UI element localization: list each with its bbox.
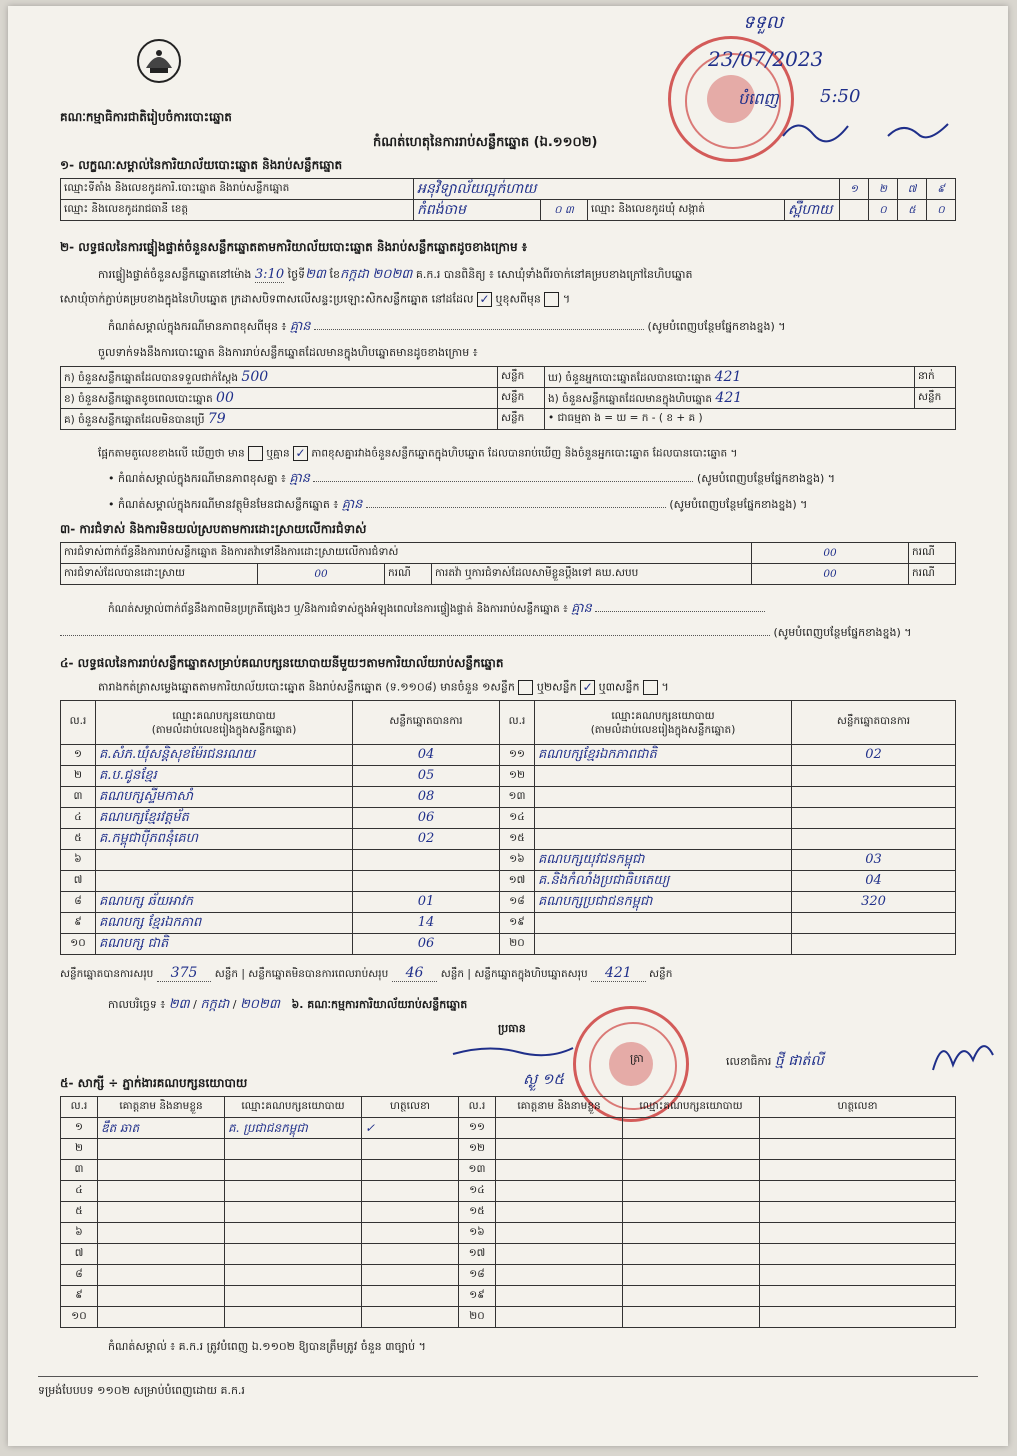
code-digit-2: ២ (869, 179, 898, 200)
witness-party (225, 1244, 362, 1265)
tally-sheet-line: តារាងកត់ត្រាសម្លេងឆ្នោតតាមការិយាល័យបោះឆ្នោត និងរាប់សន្លឹកឆ្នោត (ទ.១១០៨) មានចំនួន ១សន្លឹក ឬ២សន្លឹក ✓ ឬ៣សន្លឹក ។ (98, 680, 669, 694)
stamp-ref: ទទួល (743, 12, 783, 33)
irregularity-note-cont: (សូមបំពេញបន្ថែមផ្នែកខាងខ្នង) ។ (60, 626, 912, 640)
witness-row (61, 1139, 956, 1160)
row-number: ២ (61, 766, 96, 787)
witness-name (98, 1265, 225, 1286)
witness-name (98, 1223, 225, 1244)
witness-party: គ. ប្រជាជនកម្ពុជា (225, 1118, 362, 1139)
row-number: ៥ (61, 829, 96, 850)
seal-label: ត្រា (630, 1052, 644, 1065)
section2-title: ២- លទ្ធផលនៃការផ្ទៀងផ្ទាត់ចំនួនសន្លឹកឆ្នោតតាមការិយាល័យបោះឆ្នោត និងរាប់សន្លឹកឆ្នោតដូចខាងក្រោម ៖ (60, 240, 528, 254)
form-title: កំណត់ហេតុនៃការរាប់សន្លឹកឆ្នោត (ឯ.១១០២) (373, 135, 598, 150)
vote-count (792, 829, 956, 850)
party-name (535, 829, 792, 850)
count-intro: ចួលទាក់ទងនឹងការបោះឆ្នោត និងការរាប់សន្លឹកឆ្នោតដែលមានក្នុងហិបឆ្នោតមានដូចខាងក្រោម ៖ (98, 346, 478, 359)
witness-signature (362, 1160, 459, 1181)
party-name (535, 934, 792, 955)
result-row (61, 787, 956, 808)
row-number: ១១ (459, 1118, 496, 1139)
party-name: គ.កម្ពុជាប៉ីភពនុំគេហ (96, 829, 353, 850)
different-checkbox[interactable] (544, 292, 559, 307)
date-line: កាលបរិច្ឆេទ ៖ ២៣ / កក្កដា / ២០២៣ ៦. គណៈកម្មការការិយាល័យរាប់សន្លឹកឆ្នោត (108, 997, 468, 1012)
party-name: គណបក្សខ្មែរវត្តម័ត (96, 808, 353, 829)
witness-table: ល.រ គោត្តនាម និងនាមខ្លួន ឈ្មោះគណបក្សនយោបាយ ហត្ថលេខា ល.រ គោត្តនាម និងនាមខ្លួន ឈ្មោះគណបក្សនយោបាយ ហត្ថលេខា ១ ឌឹត ឆាត គ. ប្រជាជនកម្ពុជា ✓ ១១ ២ ១២ ៣ ១៣ ៤ ១៤ ៥ ១៥ ៦ ១៦ ៧ ១៧ ៨ ១៨ ៩ ១៩ ១០ ២០ (60, 1096, 956, 1328)
party-name: គណបក្សស្ទីមកាសាំ (96, 787, 353, 808)
witness-name (496, 1181, 623, 1202)
row-number: ២ (61, 1139, 98, 1160)
row-number: ១ (61, 745, 96, 766)
witness-signature (362, 1139, 459, 1160)
row-number: ១៣ (500, 787, 535, 808)
party-name: គ.ប.ជូនខ្មែរ (96, 766, 353, 787)
row-number: ១៧ (500, 871, 535, 892)
vote-count: 04 (792, 871, 956, 892)
vote-count (792, 787, 956, 808)
witness-party (623, 1223, 760, 1244)
witness-signature (760, 1244, 956, 1265)
verification-line: ការផ្ទៀងផ្ទាត់ចំនួនសន្លឹកឆ្នោតនៅម៉ោង 3:10 ថ្ងៃទី២៣ ខែកក្កដា ២០២៣ គ.ក.រ បានពិនិត្យ ៖ សោឃុំទាំងពីរចាក់នៅគម្របខាងក្រៅនៃហិបឆ្នោត (98, 267, 693, 282)
three-sheet-checkbox[interactable] (643, 680, 658, 695)
witness-name (496, 1286, 623, 1307)
witness-party (623, 1286, 760, 1307)
formula: • ជាធម្មតា ង = ឃ = ក - ( ខ + គ ) (545, 409, 956, 430)
witness-name (496, 1160, 623, 1181)
row-number: ៦ (61, 1223, 98, 1244)
witness-signature (760, 1160, 956, 1181)
party-name: គ.និងកំលាំងប្រជាធិបតេយ្យ (535, 871, 792, 892)
witness-signature (760, 1223, 956, 1244)
secretary-signature (928, 1030, 998, 1080)
two-sheet-checkbox[interactable]: ✓ (580, 680, 595, 695)
section5-title: ៥- សាក្សី ÷ ភ្នាក់ងារគណបក្សនយោបាយ (60, 1076, 248, 1090)
commune-digit-3: ០ (927, 200, 956, 221)
witness-name (98, 1181, 225, 1202)
row-number: ១៦ (459, 1223, 496, 1244)
result-row (61, 892, 956, 913)
code-digit-1: ១ (840, 179, 869, 200)
witness-signature (760, 1265, 956, 1286)
result-row (61, 850, 956, 871)
row-number: ១២ (459, 1139, 496, 1160)
party-name: គណបក្ស ឆ័យអាវក (96, 892, 353, 913)
witness-row (61, 1265, 956, 1286)
row-number: ១១ (500, 745, 535, 766)
witness-party (623, 1181, 760, 1202)
witness-row (61, 1181, 956, 1202)
commune-digit-2: ៥ (898, 200, 927, 221)
vote-count: 06 (353, 934, 500, 955)
result-row (61, 829, 956, 850)
chair-label: ប្រធាន (498, 1022, 526, 1035)
result-row (61, 808, 956, 829)
same-checkbox[interactable]: ✓ (477, 292, 492, 307)
vote-count: 02 (353, 829, 500, 850)
vote-count: 01 (353, 892, 500, 913)
bullet-difference: • កំណត់សម្គាល់ក្នុងករណីមានភាពខុសគ្នា ៖ គ្មាន (សូមបំពេញបន្ថែមផ្នែកខាងខ្នង) ។ (108, 471, 836, 486)
ballot-count-table: ក) ចំនួនសន្លឹកឆ្នោតដែលបានទទួលជាក់ស្តែង 500 សន្លឹក ឃ) ចំនួនអ្នកបោះឆ្នោតដែលបានបោះឆ្នោត 421 នាក់ ខ) ចំនួនសន្លឹកឆ្នោតខូចពេលបោះឆ្នោត 00 សន្លឹក ង) ចំនួនសន្លឹកឆ្នោតដែលមានក្នុងហិបឆ្នោត 421 សន្លឹក គ) ចំនួនសន្លឹកឆ្នោតដែលមិនបានប្រើ 79 សន្លឹក • ជាធម្មតា ង = ឃ = ក - ( ខ + គ ) (60, 366, 956, 430)
row-number: ៤ (61, 1181, 98, 1202)
row-number: ៣ (61, 1160, 98, 1181)
witness-row (61, 1223, 956, 1244)
witness-name (496, 1118, 623, 1139)
witness-row (61, 1286, 956, 1307)
witness-name (496, 1202, 623, 1223)
one-sheet-checkbox[interactable] (518, 680, 533, 695)
row-number: ១៩ (500, 913, 535, 934)
location-value: អនុវិទ្យាល័យល្អក់ហាយ (414, 179, 840, 200)
witness-party (225, 1181, 362, 1202)
vote-count: 05 (353, 766, 500, 787)
irregularity-note: កំណត់សម្គាល់ពាក់ព័ន្ធនឹងភាពមិនប្រក្រតីផ្សេងៗ ឬ/និងការជំទាស់ក្នុងអំឡុងពេលនៃការផ្ទៀងផ្ទាត់ និងការរាប់សន្លឹកឆ្នោត ៖ គ្មាន (108, 600, 765, 618)
no-difference-checkbox[interactable]: ✓ (293, 446, 308, 461)
witness-signature (362, 1202, 459, 1223)
objection-table: ការជំទាស់ពាក់ព័ន្ធនឹងការរាប់សន្លឹកឆ្នោត និងការតវ៉ាទៅនឹងការដោះស្រាយលើការជំទាស់ 00 ករណី ការជំទាស់ដែលបានដោះស្រាយ 00 ករណី ការតវ៉ា ឬការជំទាស់ដែលសាមីខ្លួនប្តឹងទៅ គឃ.សបប 00 ករណី (60, 542, 956, 585)
row-number: ៤ (61, 808, 96, 829)
party-name (535, 913, 792, 934)
witness-signature (362, 1223, 459, 1244)
row-number: ៨ (61, 1265, 98, 1286)
witness-signature (362, 1265, 459, 1286)
row-number: ១៦ (500, 850, 535, 871)
vote-count: 320 (792, 892, 956, 913)
commune-digit-1: ០ (869, 200, 898, 221)
vote-count: 14 (353, 913, 500, 934)
witness-party (623, 1307, 760, 1328)
row-number: ១៤ (500, 808, 535, 829)
witness-name (496, 1265, 623, 1286)
witness-name (496, 1244, 623, 1265)
witness-name (98, 1244, 225, 1265)
witness-name (98, 1160, 225, 1181)
row-number: ១២ (500, 766, 535, 787)
vote-count: 03 (792, 850, 956, 871)
party-name (535, 808, 792, 829)
witness-signature (760, 1181, 956, 1202)
party-name (96, 871, 353, 892)
witness-signature (362, 1286, 459, 1307)
witness-name (98, 1139, 225, 1160)
form-sheet (8, 6, 1008, 1446)
vote-count (353, 871, 500, 892)
footnote: កំណត់សម្គាល់ ៖ គ.ក.រ ត្រូវបំពេញ ឯ.១១០២ ឱ្យបានត្រឹមត្រូវ ចំនួន ៣ច្បាប់ ។ (108, 1340, 426, 1353)
witness-party (623, 1160, 760, 1181)
nec-logo (136, 38, 182, 84)
row-number: ១៩ (459, 1286, 496, 1307)
totals-line: សន្លឹកឆ្នោតបានការសរុប 375 សន្លឹក | សន្លឹកឆ្នោតមិនបានការពេលរាប់សរុប 46 សន្លឹក | សន្លឹកឆ្នោតក្នុងហិបឆ្នោតសរុប 421 សន្លឹក (60, 965, 673, 981)
row-number: ៧ (61, 871, 96, 892)
witness-party (225, 1223, 362, 1244)
row-number: ១៨ (500, 892, 535, 913)
party-name: គណបក្សប្រជាជនកម្ពុជា (535, 892, 792, 913)
witness-signature (362, 1181, 459, 1202)
commune-value: ស្ពឺហាយ (785, 200, 840, 221)
code-digit-3: ៧ (898, 179, 927, 200)
witness-row (61, 1160, 956, 1181)
witness-party (225, 1160, 362, 1181)
party-name (535, 787, 792, 808)
witness-row (61, 1118, 956, 1139)
party-name (96, 850, 353, 871)
section1-title: ១- លក្ខណៈសម្គាល់នៃការិយាល័យបោះឆ្នោត និងរាប់សន្លឹកឆ្នោត (60, 158, 343, 172)
witness-name (98, 1286, 225, 1307)
party-name: គណបក្ស ជាតិ (96, 934, 353, 955)
row-number: ២០ (459, 1307, 496, 1328)
party-name: គណបក្ស ខ្មែរឯកភាព (96, 913, 353, 934)
row-number: ៨ (61, 892, 96, 913)
emblem-icon (136, 38, 182, 84)
stamp-time: 5:50 (820, 86, 861, 107)
vote-count: 04 (353, 745, 500, 766)
witness-party (623, 1244, 760, 1265)
row-number: ១៥ (459, 1202, 496, 1223)
vote-count: 08 (353, 787, 500, 808)
witness-row (61, 1244, 956, 1265)
row-number: ៩ (61, 913, 96, 934)
commune-label: ឈ្មោះ និងលេខកូដឃុំ សង្កាត់ (588, 200, 785, 221)
row-number: ១៥ (500, 829, 535, 850)
form-code: ទម្រង់បែបបទ ១១០២ សម្រាប់បំពេញដោយ គ.ក.រ (38, 1384, 245, 1397)
witness-row (61, 1202, 956, 1223)
witness-party (623, 1139, 760, 1160)
chair-signature (448, 1036, 578, 1066)
witness-signature (760, 1307, 956, 1328)
comparison-line: ផ្អែកតាមតួលេខខាងលើ ឃើញថា មាន ឬគ្មាន ✓ ភាពខុសគ្នារវាងចំនួនសន្លឹកឆ្នោតក្នុងហិបឆ្នោត ដែលបានរាប់ឃើញ និងចំនួនអ្នកបោះឆ្នោត ដែលបានបោះឆ្នោត ។ (98, 446, 738, 460)
vote-count (792, 766, 956, 787)
party-name: គណបក្សខ្មែរឯកភាពជាតិ (535, 745, 792, 766)
secretary-line: លេខាធិការ ថ្មី ផាត់លី (726, 1053, 824, 1069)
result-row (61, 766, 956, 787)
footer-divider (38, 1376, 978, 1377)
seal-check-line: សោឃុំចាក់ភ្ជាប់គម្របខាងក្នុងនៃហិបឆ្នោត ក្រដាសបិទពាសលើសន្ទះប្រឡោះសិកសន្លឹកឆ្នោត នៅដដែល ✓ ឬខុសពីមុន ។ (60, 292, 571, 306)
witness-party (623, 1265, 760, 1286)
party-name: គ.សំភ.ឃុំសន្តិសុខម៉ែរជនរណយ (96, 745, 353, 766)
vote-count (353, 850, 500, 871)
stamp-date: 23/07/2023 (708, 47, 824, 71)
row-number: ៣ (61, 787, 96, 808)
row-number: ៥ (61, 1202, 98, 1223)
witness-party (225, 1202, 362, 1223)
section3-title: ៣- ការជំទាស់ និងការមិនយល់ស្របតាមការដោះស្រាយលើការជំទាស់ (60, 522, 367, 536)
witness-party (225, 1139, 362, 1160)
row-number: ១០ (61, 934, 96, 955)
witness-name (496, 1307, 623, 1328)
witness-party (623, 1118, 760, 1139)
witness-signature (362, 1244, 459, 1265)
witness-name (98, 1307, 225, 1328)
witness-signature: ✓ (362, 1118, 459, 1139)
row-number: ៧ (61, 1244, 98, 1265)
vote-count (792, 808, 956, 829)
row-number: ៦ (61, 850, 96, 871)
witness-name (98, 1202, 225, 1223)
has-difference-checkbox[interactable] (248, 446, 263, 461)
party-name (535, 766, 792, 787)
org-name: គណៈកម្មាធិការជាតិរៀបចំការបោះឆ្នោត (60, 110, 232, 124)
result-row (61, 871, 956, 892)
witness-name (496, 1223, 623, 1244)
vote-count: 06 (353, 808, 500, 829)
witness-party (225, 1307, 362, 1328)
vote-count (792, 913, 956, 934)
initials-signature (778, 116, 958, 146)
bullet-foreign-objects: • កំណត់សម្គាល់ក្នុងករណីមានវត្ថុមិនមែនជាសន្លឹកឆ្នោត ៖ គ្មាន (សូមបំពេញបន្ថែមផ្នែកខាងខ្នង) ។ (108, 497, 808, 512)
vote-count: 02 (792, 745, 956, 766)
result-row (61, 913, 956, 934)
row-number: ១៧ (459, 1244, 496, 1265)
province-digits: ០ ៣ (541, 200, 588, 221)
witness-name: ឌឹត ឆាត (98, 1118, 225, 1139)
result-row (61, 934, 956, 955)
row-number: ១០ (61, 1307, 98, 1328)
vote-count (792, 934, 956, 955)
stamp-note: បំពេញ (738, 89, 779, 108)
province-label: ឈ្មោះ និងលេខកូដរាជធានី ខេត្ត (61, 200, 414, 221)
witness-signature (760, 1202, 956, 1223)
row-number: ១៤ (459, 1181, 496, 1202)
witness-name (496, 1139, 623, 1160)
row-number: ១៣ (459, 1160, 496, 1181)
code-digit-4: ៩ (927, 179, 956, 200)
party-name: គណបក្សយុវជនកម្ពុជា (535, 850, 792, 871)
witness-signature (760, 1118, 956, 1139)
row-number: ១៨ (459, 1265, 496, 1286)
witness-signature (760, 1139, 956, 1160)
chair-name: ស្ងួ ១៥ (523, 1070, 565, 1088)
results-table: ល.រ ឈ្មោះគណបក្សនយោបាយ (តាមលំដាប់លេខរៀងក្នុងសន្លឹកឆ្នោត) សន្លឹកឆ្នោតបានការ ល.រ ឈ្មោះគណបក្សនយោបាយ (តាមលំដាប់លេខរៀងក្នុងសន្លឹកឆ្នោត) សន្លឹកឆ្នោតបានការ ១ គ.សំភ.ឃុំសន្តិសុខម៉ែរជនរណយ 04 ១១ គណបក្សខ្មែរឯកភាពជាតិ 02 ២ គ.ប.ជូនខ្មែរ 05 ១២ ៣ គណបក្សស្ទីមកាសាំ 08 ១៣ ៤ គណបក្សខ្មែរវត្តម័ត 06 ១៤ ៥ គ.កម្ពុជាប៉ីភពនុំគេហ 02 ១៥ ៦ ១៦ គណបក្សយុវជនកម្ពុជា 03 ៧ ១៧ គ.និងកំលាំងប្រជាធិបតេយ្យ 04 ៨ គណបក្ស ឆ័យអាវក 01 ១៨ គណបក្សប្រជាជនកម្ពុជា 320 ៩ គណបក្ស ខ្មែរឯកភាព 14 ១៩ ១០ គណបក្ស ជាតិ 06 ២០ (60, 700, 956, 955)
witness-signature (760, 1286, 956, 1307)
province-value: កំពង់ចាម (414, 200, 541, 221)
row-number: ១ (61, 1118, 98, 1139)
row-number: ២០ (500, 934, 535, 955)
witness-signature (362, 1307, 459, 1328)
section4-title: ៤- លទ្ធផលនៃការរាប់សន្លឹកឆ្នោតសម្រាប់គណបក្សនយោបាយនីមួយៗតាមការិយាល័យរាប់សន្លឹកឆ្នោត (60, 656, 504, 670)
result-row (61, 745, 956, 766)
difference-note-line: កំណត់សម្គាល់ក្នុងករណីមានភាពខុសពីមុន ៖ គ្មាន (សូមបំពេញបន្ថែមផ្នែកខាងខ្នង) ។ (108, 319, 786, 334)
witness-row (61, 1307, 956, 1328)
row-number: ៩ (61, 1286, 98, 1307)
section1-table (60, 178, 956, 221)
witness-party (225, 1265, 362, 1286)
location-label: ឈ្មោះទីតាំង និងលេខកូដការិ.បោះឆ្នោត និងរាប់សន្លឹកឆ្នោត (61, 179, 414, 200)
witness-party (225, 1286, 362, 1307)
witness-party (623, 1202, 760, 1223)
